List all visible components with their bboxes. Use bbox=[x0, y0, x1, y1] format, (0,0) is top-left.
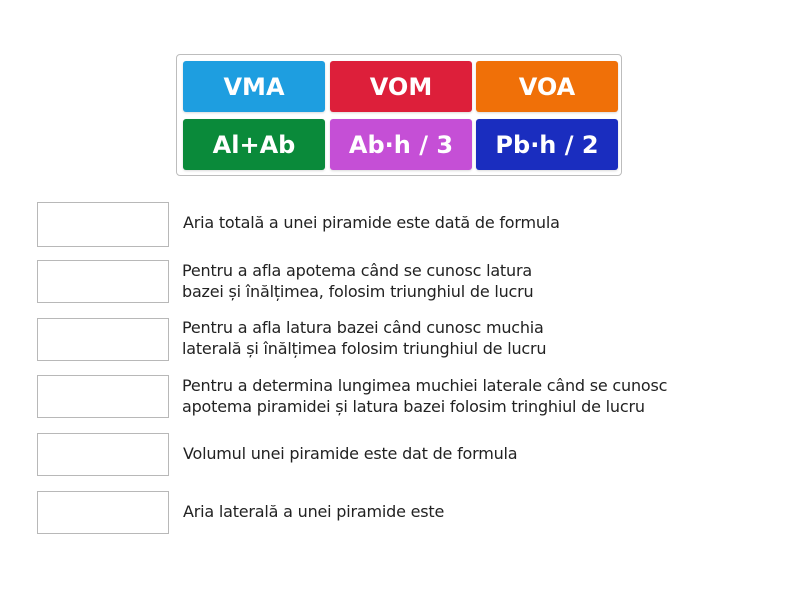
tile-vma[interactable]: VMA bbox=[183, 61, 325, 112]
prompt-4: Pentru a determina lungimea muchiei laterale când se cunosc apotema piramidei și latura bazei folosim tringhiul de lucru bbox=[182, 376, 668, 416]
tile-pb-h-2[interactable]: Pb·h / 2 bbox=[476, 119, 618, 170]
drop-box-5[interactable] bbox=[37, 433, 169, 476]
drop-box-3[interactable] bbox=[37, 318, 169, 361]
prompt-1: Aria totală a unei piramide este dată de formula bbox=[183, 213, 560, 232]
drop-box-1[interactable] bbox=[37, 202, 169, 247]
tile-vom[interactable]: VOM bbox=[330, 61, 472, 112]
tile-ab-h-3[interactable]: Ab·h / 3 bbox=[330, 119, 472, 170]
drop-box-2[interactable] bbox=[37, 260, 169, 303]
prompt-6: Aria laterală a unei piramide este bbox=[183, 502, 445, 521]
prompt-3: Pentru a afla latura bazei când cunosc muchia laterală și înălțimea folosim triunghiul de lucru bbox=[182, 318, 547, 358]
prompt-5: Volumul unei piramide este dat de formula bbox=[183, 444, 518, 463]
drop-box-6[interactable] bbox=[37, 491, 169, 534]
tile-voa[interactable]: VOA bbox=[476, 61, 618, 112]
tile-al-ab[interactable]: Al+Ab bbox=[183, 119, 325, 170]
answer-tile-bank bbox=[176, 54, 622, 176]
prompt-2: Pentru a afla apotema când se cunosc latura bazei și înălțimea, folosim triunghiul de lucru bbox=[182, 261, 534, 301]
drop-box-4[interactable] bbox=[37, 375, 169, 418]
